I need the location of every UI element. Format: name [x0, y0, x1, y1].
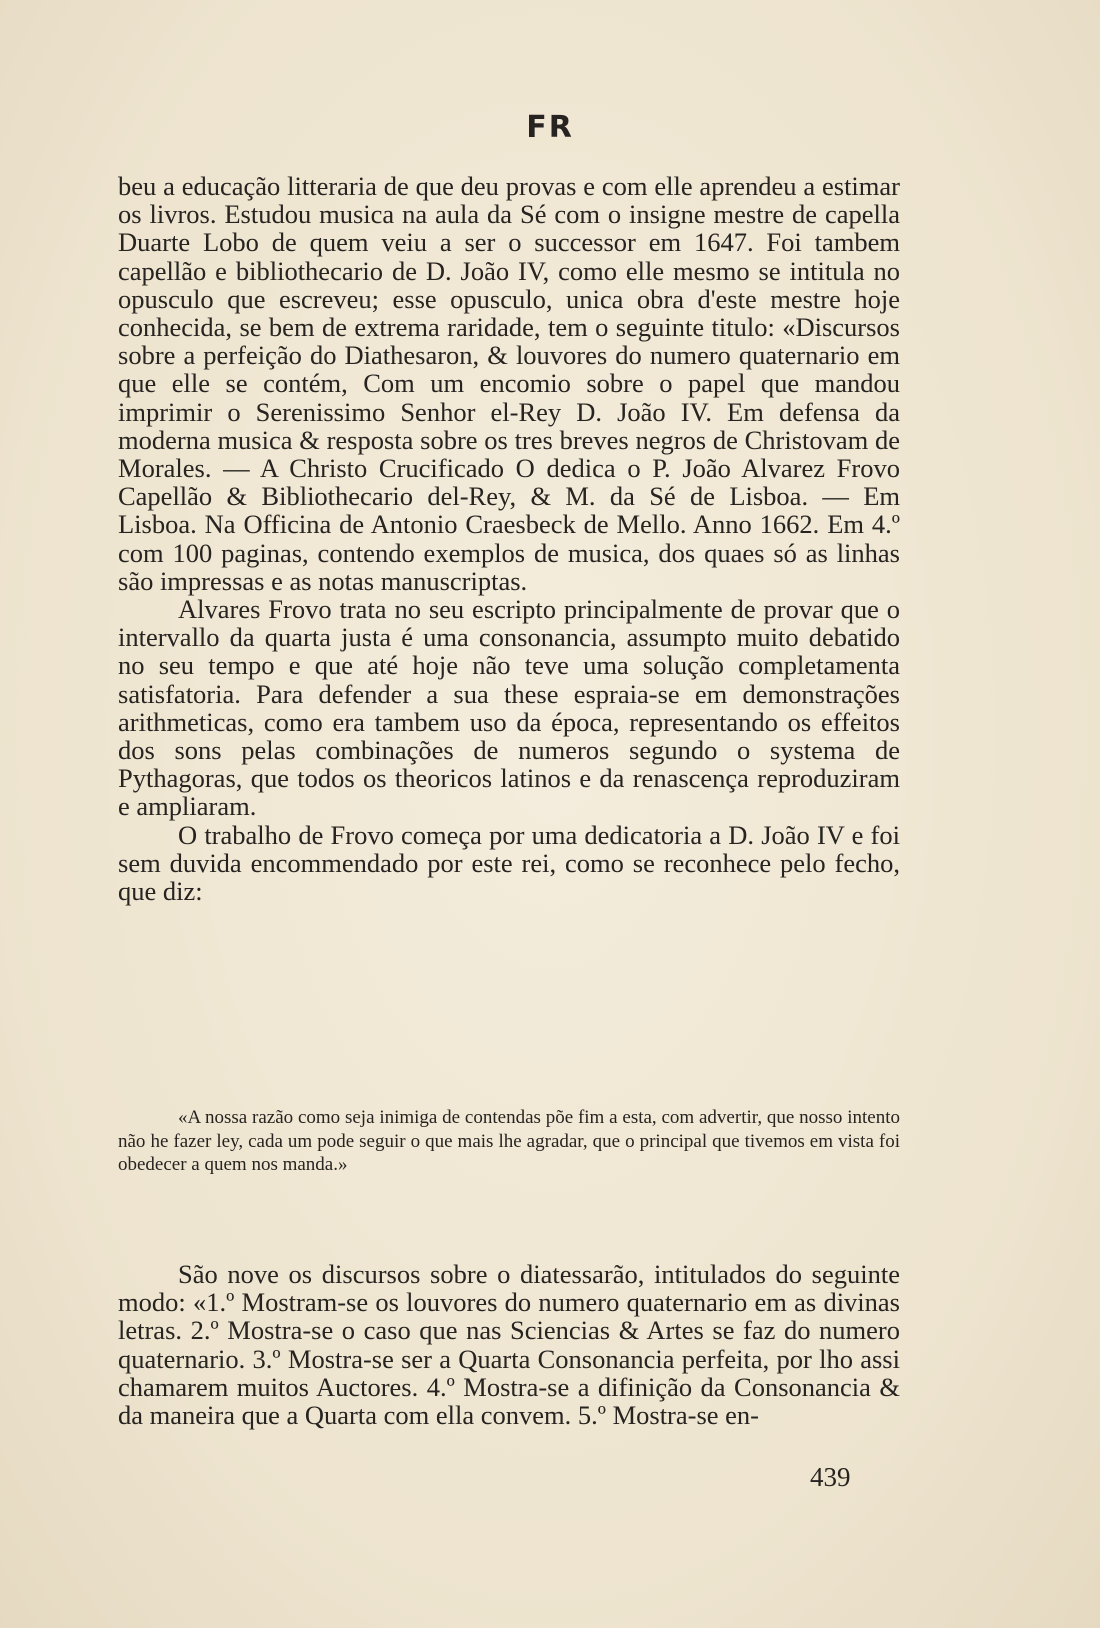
- paragraph: O trabalho de Frovo começa por uma dedicatoria a D. João IV e foi sem duvida encommendado por este rei, como se reconhece pelo fecho, que diz:: [118, 819, 900, 907]
- block-quote: «A nossa razão como seja inimiga de contendas põe fim a esta, com advertir, que nosso intento não he fazer ley, cada um pode seguir o que mais lhe agradar, que o principal que tivemos em vista foi obedecer a quem nos manda.»: [118, 1107, 900, 1175]
- body-text-continued: [118, 1260, 900, 1429]
- body-text: [118, 172, 900, 905]
- paragraph: São nove os discursos sobre o diatessarão, intitulados do seguinte modo: «1.º Mostram-se os louvores do numero quaternario em as divinas letras. 2.º Mostra-se o caso que nas Sciencias & Artes se faz do numero quaternario. 3.º Mostra-se ser a Quarta Consonancia perfeita, por lho assi chamarem muitos Auctores. 4.º Mostra-se a difinição da Consonancia & da maneira que a Quarta com ella convem. 5.º Mostra-se en-: [118, 1259, 900, 1431]
- page-number: 439: [810, 1462, 851, 1492]
- paragraph: Alvares Frovo trata no seu escripto principalmente de provar que o intervallo da quarta justa é uma consonancia, assumpto muito debatido no seu tempo e que até hoje não teve uma solução completamenta satisfatoria. Para defender a sua these espraia-se em demonstrações arithmeticas, como era tambem uso da época, representando os effeitos dos sons pelas combinações de numeros segundo o systema de Pythagoras, que todos os theoricos latinos e da renascença reproduziram e ampliaram.: [118, 594, 900, 822]
- running-header: FR: [526, 110, 574, 145]
- paragraph: beu a educação litteraria de que deu provas e com elle aprendeu a estimar os livros. Estudou musica na aula da Sé com o insigne mestre de capella Duarte Lobo de quem veiu a ser o successor em 1647. Foi tambem capellão e bibliothecario de D. João IV, como elle mesmo se intitula no opusculo que escreveu; esse opusculo, unica obra d'este mestre hoje conhecida, se bem de extrema raridade, tem o seguinte titulo: «Discursos sobre a perfeição do Diathesaron, & louvores do numero quaternario em que elle se contém, Com um encomio sobre o papel que mandou imprimir o Serenissimo Senhor el-Rey D. João IV. Em defensa da moderna musica & resposta sobre os tres breves negros de Christovam de Morales. — A Christo Crucificado O dedica o P. João Alvarez Frovo Capellão & Bibliothecario del-Rey, & M. da Sé de Lisboa. — Em Lisboa. Na Officina de Antonio Craesbeck de Mello. Anno 1662. Em 4.º com 100 paginas, contendo exemplos de musica, dos quaes só as linhas são impressas e as notas manuscriptas.: [118, 171, 900, 596]
